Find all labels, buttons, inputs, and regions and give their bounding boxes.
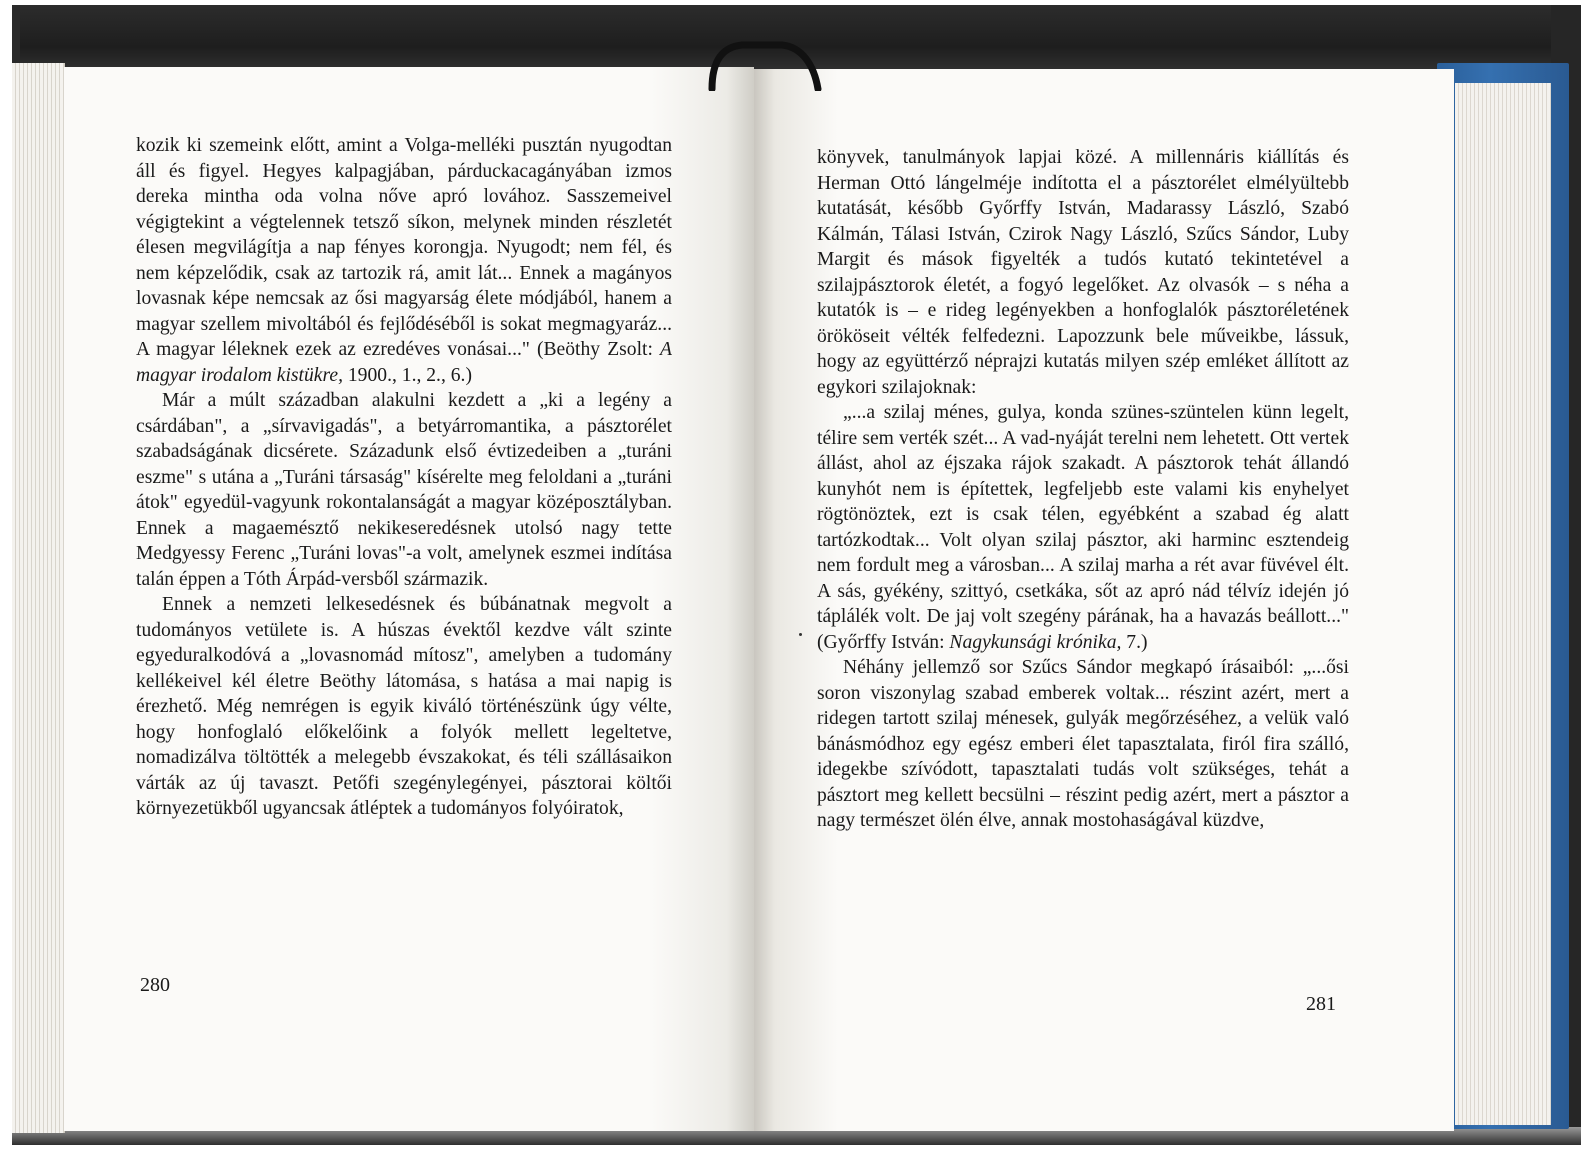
text-run: Néhány jellemző sor Szűcs Sándor megkapó írásaiból: „...ősi soron viszonylag szabad emberek voltak... részint azért, mert a ridegen tartott szilaj ménesek, gulyák megőrzéséhez, a velük való bánásmódhoz egy egész emberi élet tapasztalata, firól fira szálló, idegekbe szívódott, tapasztalati tudás volt szükséges, tehát a pásztort meg kellett becsülni – részint pedig azért, mert a pásztor a nagy természet ölén élve, annak mostohaságával küzdve,	[817, 657, 1349, 831]
text-run: könyvek, tanulmányok lapjai közé. A millennáris kiállítás és Herman Ottó lángelméje indította el a pásztorélet elmélyültebb kutatását, később Győrffy István, Madarassy László, Szabó Kálmán, Tálasi István, Czirok Nagy László, Szűcs Sándor, Luby Margit és mások figyelték a tudós kutató tekintetével a szilajpásztorok életét, a fogyó legelőket. Az olvasók – s néha a kutatók is – e rideg legényekben a honfoglalók pásztoréletének örököseit vélték felfedezni. Lapozzunk bele műveikbe, lássuk, hogy az együttérző néprajzi kutatás milyen szép emléket állított az egykori szilajoknak:	[817, 147, 1349, 398]
text-run: 7.)	[1121, 631, 1148, 653]
text-run: Ennek a nemzeti lelkesedésnek és búbánatnak megvolt a tudományos vetülete is. A húszas évektől kezdve vált szinte egyeduralkodóvá a „lovasnomád mítosz", amelyben a tudomány kellékeivel kél életre Beöthy látomása, s hatása a mai napig is érezhető. Még nemrégen is egyik kiváló történészünk úgy vélte, hogy honfoglaló előkelőink a folyók mellett legeltetve, nomadizálva töltötték a melegebb évszakokat, és téli szállásaikon várták az új tavaszt. Petőfi szegénylegényei, pásztorai költői környezetükből ugyancsak átléptek a tudományos folyóiratok,	[136, 594, 672, 819]
text-run: Már a múlt században alakulni kezdett a „ki a legény a csárdában", a „sírvavigadás", a betyárromantika, a pásztorélet szabadságának dicsérete. Századunk első évtizedeiben a „turáni eszme" s utána a „Turáni társaság" kísérelte meg feloldani a „turáni átok" egyedül-vagyunk rokontalanságát a magyar középosztályban. Ennek a magaemésztő nekikeseredésnek utolsó nagy tette Medgyessy Ferenc „Turáni lovas"-a volt, amelynek eszmei indítása talán éppen a Tóth Árpád-versből származik.	[136, 390, 672, 590]
stray-mark	[799, 633, 802, 636]
italic-citation: Nagykunsági krónika,	[949, 631, 1122, 653]
page-edges-right	[1455, 83, 1551, 1125]
text-run: „...a szilaj ménes, gulya, konda szünes-szüntelen künn legelt, télire sem verték szét... A vad-nyáját terelni nem lehetett. Ott vertek állást, ahol az éjszaka rájok szakadt. A pásztorok tehát állandó kunyhót nem is építettek, legfeljebb este valami kis enyhelyet rögtönöztek, ezt is csak télen, egyébként a szabad ég alatt tartózkodtak... Volt olyan szilaj pásztor, aki harminc esztendeig nem fordult meg a városban... A szilaj marha a rét avar füvével élt. A sás, gyékény, szittyó, csetkáka, sőt az apró nád télvíz idején jó táplálék volt. De jaj volt szegény párának, ha a havazás beállott..." (Győrffy István:	[817, 402, 1349, 653]
left-page-text	[136, 133, 672, 822]
page-number-left: 280	[140, 974, 170, 996]
book-scan	[12, 5, 1581, 1145]
paragraph	[817, 655, 1349, 834]
paragraph	[136, 592, 672, 822]
paragraph	[817, 145, 1349, 400]
text-run: kozik ki szemeink előtt, amint a Volga-melléki pusztán nyugodtan áll és figyel. Hegyes kalpagjában, párduckacagányában izmos dereka mintha oda volna nőve apró lovához. Sasszemeivel végigtekint a végtelennek tetsző síkon, melynek minden részletét élesen megvilágítja a nap fényes korongja. Nyugodt; nem fél, és nem képzelődik, csak az tartozik rá, amit lát... Ennek a magányos lovasnak képe nemcsak az ősi magyarság élete módjából, hanem a magyar szellem mivoltából és fejlődéséből is sokat megmagyaráz... A magyar léleknek ezek az ezredéves vonásai..." (Beöthy Zsolt:	[136, 135, 672, 360]
paragraph	[136, 133, 672, 388]
page-number-right: 281	[1306, 993, 1336, 1015]
text-run: 1900., 1., 2., 6.)	[342, 364, 472, 386]
paragraph	[136, 388, 672, 592]
bookmark-ribbon	[702, 31, 822, 91]
page-edges-left	[12, 63, 65, 1133]
right-page-text	[817, 145, 1349, 834]
italic-citation: A magyar irodalom kistükre,	[136, 339, 672, 386]
paragraph	[817, 400, 1349, 655]
